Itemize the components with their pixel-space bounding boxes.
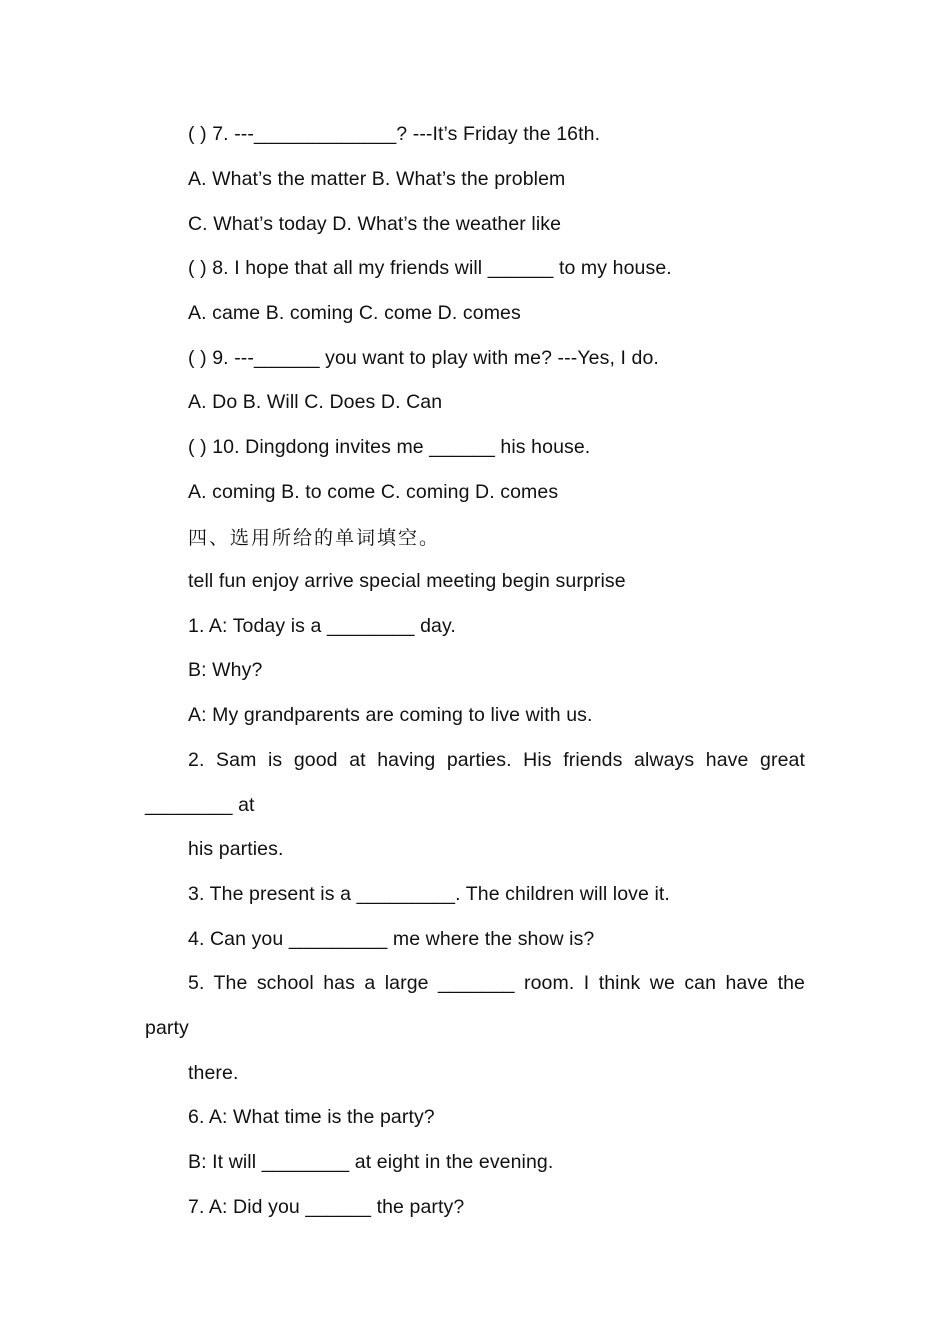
word-bank: tell fun enjoy arrive special meeting begin surprise bbox=[188, 570, 626, 592]
fill-item-2-line-2: ________ at bbox=[145, 794, 255, 816]
fill-item-2-line-3: his parties. bbox=[188, 838, 284, 860]
question-8-stem: ( ) 8. I hope that all my friends will ______ to my house. bbox=[188, 257, 672, 279]
fill-item-1-b: B: Why? bbox=[188, 659, 263, 681]
question-10-stem: ( ) 10. Dingdong invites me ______ his house. bbox=[188, 436, 591, 458]
fill-item-1-a-reply: A: My grandparents are coming to live with us. bbox=[188, 704, 593, 726]
question-7-options-cd: C. What’s today D. What’s the weather like bbox=[188, 213, 562, 235]
fill-item-4: 4. Can you _________ me where the show is? bbox=[188, 928, 595, 950]
fill-item-5-line-1: 5. The school has a large _______ room. I think we can have the bbox=[188, 972, 805, 994]
question-10-options: A. coming B. to come C. coming D. comes bbox=[188, 481, 559, 503]
fill-item-6-b: B: It will ________ at eight in the evening. bbox=[188, 1151, 554, 1173]
question-9-stem: ( ) 9. ---______ you want to play with me? ---Yes, I do. bbox=[188, 347, 659, 369]
fill-item-7-a: 7. A: Did you ______ the party? bbox=[188, 1196, 465, 1218]
fill-item-2-line-1: 2. Sam is good at having parties. His friends always have great bbox=[188, 749, 805, 771]
fill-item-6-a: 6. A: What time is the party? bbox=[188, 1106, 435, 1128]
fill-item-5-line-2: party bbox=[145, 1017, 189, 1039]
question-9-options: A. Do B. Will C. Does D. Can bbox=[188, 391, 443, 413]
fill-item-5-line-3: there. bbox=[188, 1062, 239, 1084]
question-7-options-ab: A. What’s the matter B. What’s the problem bbox=[188, 168, 566, 190]
fill-item-3: 3. The present is a _________. The children will love it. bbox=[188, 883, 670, 905]
fill-item-1-a: 1. A: Today is a ________ day. bbox=[188, 615, 456, 637]
question-8-options: A. came B. coming C. come D. comes bbox=[188, 302, 521, 324]
question-7-stem: ( ) 7. ---_____________? ---It’s Friday the 16th. bbox=[188, 123, 601, 145]
section-4-heading: 四、选用所给的单词填空。 bbox=[188, 527, 441, 549]
